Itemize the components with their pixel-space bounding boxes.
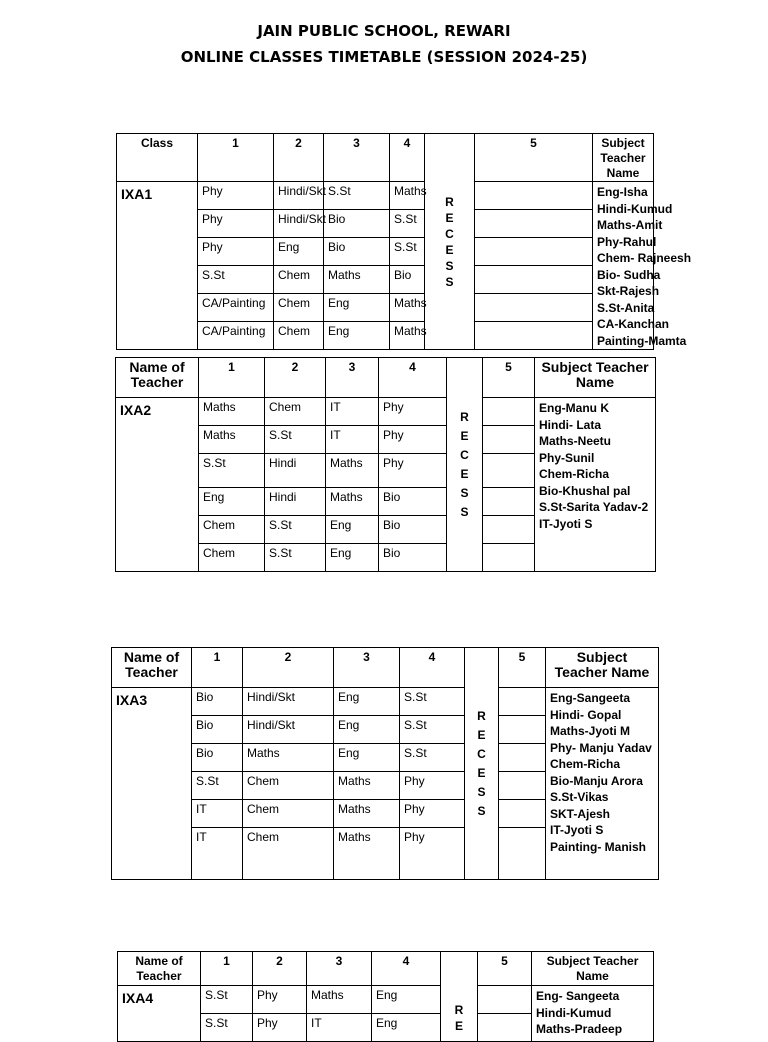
teacher-entry: S.St-Vikas — [550, 790, 609, 804]
period-cell: Maths — [243, 744, 334, 772]
col-header-subject-teacher: Subject Teacher Name — [593, 134, 654, 182]
period-cell: Bio — [192, 688, 243, 716]
period-cell: Eng — [326, 516, 379, 544]
period-cell: Chem — [274, 266, 324, 294]
period-cell: Phy — [379, 398, 447, 426]
period-cell: Eng — [334, 688, 400, 716]
subject-teacher-list — [535, 398, 656, 572]
recess-letter: R — [460, 409, 469, 424]
table-row — [116, 398, 656, 426]
recess-letter: C — [445, 226, 454, 241]
period-cell: Phy — [400, 800, 465, 828]
period-cell — [475, 238, 593, 266]
col-header-class: Class — [117, 134, 198, 182]
recess-letter: R — [477, 708, 486, 723]
school-name: JAIN PUBLIC SCHOOL, REWARI — [257, 22, 511, 40]
col-header-period-5: 5 — [499, 648, 546, 688]
recess-letter: S — [460, 485, 469, 500]
col-header-class: Name of Teacher — [116, 358, 199, 398]
period-cell: Hindi — [265, 454, 326, 488]
period-cell: Hindi/Skt — [274, 210, 324, 238]
teacher-entry: Bio-Manju Arora — [550, 773, 643, 788]
teacher-entry: Maths-Jyoti M — [550, 724, 631, 738]
period-cell — [483, 426, 535, 454]
teacher-entry: S.St-Sarita Yadav-2 — [539, 500, 649, 514]
teacher-entry: Bio-Khushal pal — [539, 483, 631, 498]
timetable-ixa2 — [115, 357, 656, 572]
table-row — [117, 266, 654, 294]
teacher-entry: Skt-Rajesh — [597, 284, 660, 298]
period-cell: S.St — [198, 266, 274, 294]
col-header-period-4: 4 — [372, 952, 441, 986]
teacher-entry: Chem-Richa — [539, 467, 610, 481]
period-cell: Phy — [400, 828, 465, 880]
subject-teacher-list — [546, 688, 659, 880]
col-header-period-5: 5 — [483, 358, 535, 398]
col-header-period-3: 3 — [324, 134, 390, 182]
col-header-period-1: 1 — [201, 952, 253, 986]
teacher-entry: SKT-Ajesh — [550, 806, 611, 821]
teacher-entry: Hindi-Kumud — [597, 201, 673, 216]
header-row — [112, 648, 659, 688]
recess-letter: S — [460, 504, 469, 519]
table-row — [112, 688, 659, 716]
recess-letter: C — [460, 447, 469, 462]
period-cell — [475, 294, 593, 322]
period-cell: IT — [307, 1014, 372, 1042]
header-row — [118, 952, 654, 986]
period-cell: Chem — [274, 294, 324, 322]
recess-column — [425, 134, 475, 350]
teacher-entry: Chem- Rajneesh — [597, 251, 692, 265]
recess-column — [447, 358, 483, 572]
period-cell: Chem — [243, 772, 334, 800]
class-name: IXA3 — [112, 688, 192, 880]
teacher-entry: Chem-Richa — [550, 757, 621, 771]
col-header-period-3: 3 — [334, 648, 400, 688]
period-cell: Phy — [198, 210, 274, 238]
period-cell — [475, 182, 593, 210]
period-cell: CA/Painting — [198, 294, 274, 322]
period-cell — [483, 454, 535, 488]
period-cell — [499, 688, 546, 716]
period-cell: Phy — [400, 772, 465, 800]
col-header-period-1: 1 — [199, 358, 265, 398]
col-header-subject-teacher: Subject Teacher Name — [532, 952, 654, 986]
period-cell: Bio — [379, 544, 447, 572]
col-header-class: Name of Teacher — [112, 648, 192, 688]
period-cell: Bio — [192, 716, 243, 744]
period-cell: Maths — [326, 454, 379, 488]
period-cell: Eng — [334, 744, 400, 772]
teacher-entry: Maths-Amit — [597, 218, 663, 232]
header-row — [116, 358, 656, 398]
period-cell: Phy — [253, 986, 307, 1014]
period-cell: Bio — [324, 210, 390, 238]
col-header-period-5: 5 — [475, 134, 593, 182]
col-header-period-3: 3 — [307, 952, 372, 986]
col-header-subject-teacher: Subject Teacher Name — [535, 358, 656, 398]
period-cell: Maths — [334, 828, 400, 880]
table-row — [118, 986, 654, 1014]
teacher-entry: Phy-Rahul — [597, 234, 657, 249]
period-cell: Chem — [199, 544, 265, 572]
period-cell — [499, 772, 546, 800]
col-header-period-2: 2 — [265, 358, 326, 398]
period-cell: S.St — [390, 238, 425, 266]
teacher-entry: Maths-Pradeep — [536, 1022, 623, 1036]
period-cell: IT — [192, 800, 243, 828]
timetable-ixa1 — [116, 133, 692, 350]
period-cell: Phy — [198, 182, 274, 210]
teacher-entry: Eng-Manu K — [539, 401, 609, 415]
recess-letter: E — [477, 727, 486, 742]
timetable-ixa3 — [111, 647, 659, 880]
timetable-ixa4 — [117, 951, 654, 1042]
col-header-subject-teacher: Subject Teacher Name — [546, 648, 659, 688]
period-cell: S.St — [390, 210, 425, 238]
col-header-period-4: 4 — [400, 648, 465, 688]
period-cell: S.St — [201, 986, 253, 1014]
teacher-entry: Eng- Sangeeta — [536, 989, 620, 1003]
timetable-ixa4-viewport — [0, 950, 768, 1036]
subject-teacher-list — [532, 986, 654, 1042]
period-cell: Phy — [198, 238, 274, 266]
period-cell — [483, 488, 535, 516]
teacher-entry: Hindi- Gopal — [550, 707, 622, 722]
recess-letter: E — [445, 210, 454, 225]
recess-letter: E — [477, 765, 486, 780]
period-cell: Chem — [265, 398, 326, 426]
teacher-entry: Bio- Sudha — [597, 267, 661, 282]
period-cell: Eng — [334, 716, 400, 744]
period-cell: Hindi/Skt — [274, 182, 324, 210]
period-cell — [483, 398, 535, 426]
period-cell: S.St — [265, 516, 326, 544]
period-cell: S.St — [324, 182, 390, 210]
period-cell: S.St — [192, 772, 243, 800]
period-cell: Maths — [326, 488, 379, 516]
period-cell: Eng — [324, 322, 390, 350]
teacher-entry: Painting-Mamta — [597, 333, 687, 348]
class-name: IXA1 — [117, 182, 198, 350]
recess-column — [441, 952, 478, 1042]
recess-letter: S — [445, 258, 454, 273]
period-cell: Eng — [274, 238, 324, 266]
period-cell: Maths — [390, 182, 425, 210]
table-row — [117, 210, 654, 238]
table-row — [117, 322, 654, 350]
col-header-period-2: 2 — [274, 134, 324, 182]
period-cell — [475, 210, 593, 238]
teacher-entry: Phy-Sunil — [539, 450, 595, 465]
recess-letter: S — [477, 803, 486, 818]
period-cell: Maths — [307, 986, 372, 1014]
period-cell: IT — [326, 426, 379, 454]
period-cell: Eng — [372, 986, 441, 1014]
period-cell — [499, 800, 546, 828]
period-cell: Maths — [324, 266, 390, 294]
period-cell — [499, 744, 546, 772]
period-cell — [483, 516, 535, 544]
recess-letter: E — [454, 1019, 463, 1033]
teacher-entry: Painting- Manish — [550, 839, 646, 854]
period-cell: Maths — [334, 772, 400, 800]
period-cell: S.St — [400, 744, 465, 772]
col-header-period-1: 1 — [192, 648, 243, 688]
period-cell: Phy — [379, 426, 447, 454]
col-header-period-4: 4 — [379, 358, 447, 398]
period-cell: Maths — [390, 294, 425, 322]
period-cell: Bio — [324, 238, 390, 266]
period-cell: Eng — [199, 488, 265, 516]
period-cell — [483, 544, 535, 572]
teacher-entry: Eng-Isha — [597, 185, 648, 199]
period-cell: Hindi/Skt — [243, 688, 334, 716]
teacher-entry: Phy- Manju Yadav — [550, 740, 652, 755]
period-cell — [478, 1014, 532, 1042]
timetable-title: ONLINE CLASSES TIMETABLE (SESSION 2024-25) — [180, 48, 588, 66]
teacher-entry: IT-Jyoti S — [550, 823, 604, 837]
period-cell: Maths — [199, 398, 265, 426]
table-row — [117, 182, 654, 210]
teacher-entry: Hindi-Kumud — [536, 1005, 612, 1020]
period-cell — [478, 986, 532, 1014]
period-cell: Chem — [199, 516, 265, 544]
recess-letter: S — [477, 784, 486, 799]
period-cell: Chem — [243, 828, 334, 880]
period-cell: S.St — [199, 454, 265, 488]
teacher-entry: IT-Jyoti S — [539, 516, 593, 531]
recess-column — [465, 648, 499, 880]
period-cell: Maths — [199, 426, 265, 454]
period-cell: Bio — [390, 266, 425, 294]
table-row — [117, 238, 654, 266]
subject-teacher-list — [593, 182, 692, 350]
recess-letter: R — [454, 1003, 464, 1017]
period-cell: Hindi/Skt — [243, 716, 334, 744]
period-cell — [475, 266, 593, 294]
recess-letter: S — [445, 274, 454, 289]
period-cell: S.St — [201, 1014, 253, 1042]
period-cell: Bio — [192, 744, 243, 772]
period-cell: Maths — [390, 322, 425, 350]
period-cell: Eng — [372, 1014, 441, 1042]
period-cell: IT — [326, 398, 379, 426]
period-cell: Phy — [253, 1014, 307, 1042]
period-cell: S.St — [265, 426, 326, 454]
period-cell: Chem — [274, 322, 324, 350]
period-cell: S.St — [265, 544, 326, 572]
col-header-period-2: 2 — [243, 648, 334, 688]
table-row — [117, 294, 654, 322]
col-header-period-3: 3 — [326, 358, 379, 398]
class-name: IXA4 — [118, 986, 201, 1042]
period-cell: Eng — [326, 544, 379, 572]
period-cell — [499, 716, 546, 744]
header-row — [117, 134, 654, 182]
recess-letter: E — [445, 242, 454, 257]
col-header-period-4: 4 — [390, 134, 425, 182]
period-cell — [475, 322, 593, 350]
teacher-entry: CA-Kanchan — [597, 317, 670, 331]
period-cell: Bio — [379, 516, 447, 544]
period-cell: CA/Painting — [198, 322, 274, 350]
col-header-period-5: 5 — [478, 952, 532, 986]
col-header-class: Name of Teacher — [118, 952, 201, 986]
period-cell: Hindi — [265, 488, 326, 516]
col-header-period-1: 1 — [198, 134, 274, 182]
teacher-entry: Eng-Sangeeta — [550, 691, 631, 705]
class-name: IXA2 — [116, 398, 199, 572]
period-cell: IT — [192, 828, 243, 880]
period-cell: Eng — [324, 294, 390, 322]
period-cell: Maths — [334, 800, 400, 828]
period-cell: Bio — [379, 488, 447, 516]
recess-letter: C — [477, 746, 486, 761]
recess-letter: E — [460, 466, 469, 481]
period-cell: S.St — [400, 688, 465, 716]
teacher-entry: Maths-Neetu — [539, 434, 612, 448]
period-cell — [499, 828, 546, 880]
recess-letter: R — [445, 194, 454, 209]
period-cell: Phy — [379, 454, 447, 488]
teacher-entry: S.St-Anita — [597, 300, 655, 315]
recess-letter: E — [460, 428, 469, 443]
period-cell: Chem — [243, 800, 334, 828]
teacher-entry: Hindi- Lata — [539, 417, 601, 432]
col-header-period-2: 2 — [253, 952, 307, 986]
period-cell: S.St — [400, 716, 465, 744]
